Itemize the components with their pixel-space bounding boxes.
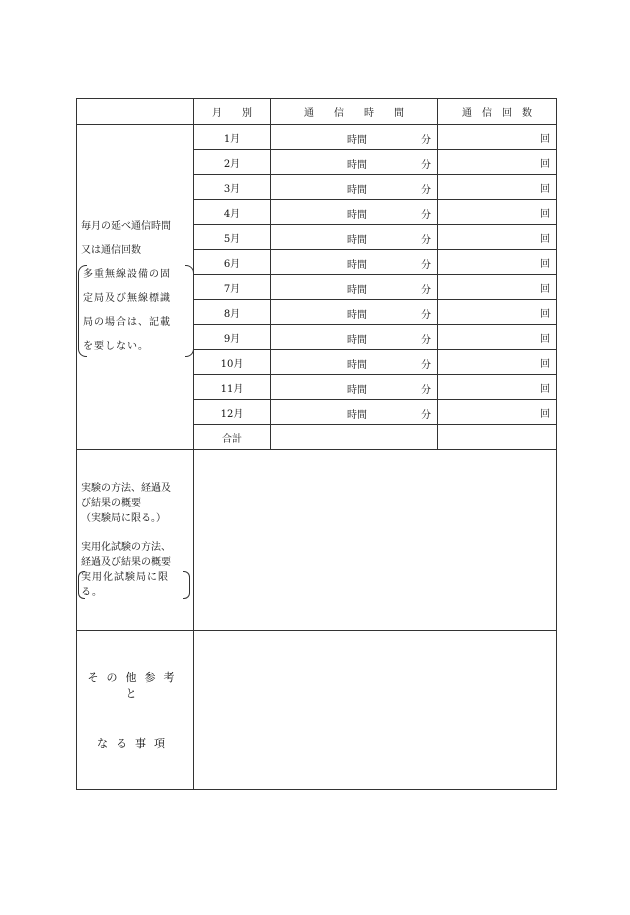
- experiment-line4: 実用化試験の方法、: [81, 541, 171, 553]
- hours-unit: 時間: [347, 410, 367, 421]
- monthly-note: [81, 263, 191, 359]
- hours-unit: 時間: [347, 385, 367, 396]
- other-line2: なる事項: [97, 737, 173, 750]
- count-input-cell[interactable]: [438, 250, 557, 275]
- time-input-cell[interactable]: [271, 125, 438, 150]
- month-label: 9月: [194, 325, 271, 350]
- times-unit: 回: [540, 283, 550, 295]
- hours-unit: 時間: [347, 285, 367, 296]
- monthly-label-line1: 毎月の延べ通信時間: [81, 221, 171, 232]
- header-month: 月 別: [194, 99, 271, 125]
- minutes-unit: 分: [421, 285, 431, 296]
- time-input-cell[interactable]: [271, 150, 438, 175]
- count-input-cell[interactable]: [438, 400, 557, 425]
- minutes-unit: 分: [421, 135, 431, 146]
- count-input-cell[interactable]: [438, 350, 557, 375]
- total-count-cell[interactable]: [438, 425, 557, 450]
- time-input-cell[interactable]: [271, 275, 438, 300]
- count-input-cell[interactable]: [438, 325, 557, 350]
- right-bracket: [183, 571, 190, 599]
- minutes-unit: 分: [421, 260, 431, 271]
- minutes-unit: 分: [421, 210, 431, 221]
- time-input-cell[interactable]: [271, 400, 438, 425]
- other-row: [77, 631, 557, 790]
- month-label: 7月: [194, 275, 271, 300]
- experiment-line3: （実験局に限る。）: [81, 512, 166, 524]
- time-input-cell[interactable]: [271, 225, 438, 250]
- count-input-cell[interactable]: [438, 300, 557, 325]
- times-unit: 回: [540, 408, 550, 420]
- monthly-note-line3: 局の場合は、記載: [83, 317, 171, 328]
- experiment-line7: る。: [81, 586, 103, 598]
- monthly-note-line4: を要しない。: [83, 341, 149, 352]
- count-input-cell[interactable]: [438, 200, 557, 225]
- hours-unit: 時間: [347, 260, 367, 271]
- hours-unit: 時間: [347, 335, 367, 346]
- month-label: 11月: [194, 375, 271, 400]
- experiment-line5: 経過及び結果の概要: [81, 556, 171, 568]
- minutes-unit: 分: [421, 235, 431, 246]
- practical-test-note: [81, 570, 189, 600]
- times-unit: 回: [540, 383, 550, 395]
- times-unit: 回: [540, 333, 550, 345]
- hours-unit: 時間: [347, 360, 367, 371]
- other-line1: その他参考と: [87, 671, 183, 700]
- hours-unit: 時間: [347, 185, 367, 196]
- times-unit: 回: [540, 208, 550, 220]
- times-unit: 回: [540, 133, 550, 145]
- experiment-line2: び結果の概要: [81, 497, 141, 509]
- header-blank-cell: [77, 99, 194, 125]
- times-unit: 回: [540, 158, 550, 170]
- month-label: 3月: [194, 175, 271, 200]
- minutes-unit: 分: [421, 160, 431, 171]
- count-input-cell[interactable]: [438, 225, 557, 250]
- right-bracket: [185, 265, 194, 357]
- month-label: 8月: [194, 300, 271, 325]
- minutes-unit: 分: [421, 360, 431, 371]
- month-label: 6月: [194, 250, 271, 275]
- other-content-cell[interactable]: [194, 631, 557, 790]
- minutes-unit: 分: [421, 185, 431, 196]
- monthly-note-line1: 多重無線設備の固: [83, 269, 171, 280]
- total-label: 合計: [194, 425, 271, 450]
- month-label: 4月: [194, 200, 271, 225]
- time-input-cell[interactable]: [271, 250, 438, 275]
- minutes-unit: 分: [421, 385, 431, 396]
- time-input-cell[interactable]: [271, 200, 438, 225]
- experiment-line1: 実験の方法、経過及: [81, 482, 171, 494]
- monthly-label-line2: 又は通信回数: [81, 245, 141, 256]
- times-unit: 回: [540, 258, 550, 270]
- month-label: 5月: [194, 225, 271, 250]
- header-count: 通 信 回 数: [438, 99, 557, 125]
- times-unit: 回: [540, 308, 550, 320]
- hours-unit: 時間: [347, 210, 367, 221]
- header-time: 通 信 時 間: [271, 99, 438, 125]
- hours-unit: 時間: [347, 310, 367, 321]
- times-unit: 回: [540, 358, 550, 370]
- month-row: [77, 125, 557, 150]
- month-label: 10月: [194, 350, 271, 375]
- experiment-row: [77, 450, 557, 631]
- time-input-cell[interactable]: [271, 300, 438, 325]
- time-input-cell[interactable]: [271, 175, 438, 200]
- time-input-cell[interactable]: [271, 325, 438, 350]
- month-label: 1月: [194, 125, 271, 150]
- header-row: [77, 99, 557, 125]
- communication-record-table: [76, 98, 557, 790]
- time-input-cell[interactable]: [271, 350, 438, 375]
- minutes-unit: 分: [421, 410, 431, 421]
- minutes-unit: 分: [421, 310, 431, 321]
- spacer: [81, 526, 189, 540]
- total-time-cell[interactable]: [271, 425, 438, 450]
- left-bracket: [78, 265, 87, 357]
- count-input-cell[interactable]: [438, 150, 557, 175]
- left-bracket: [78, 571, 85, 599]
- experiment-label-cell: [77, 450, 194, 631]
- hours-unit: 時間: [347, 160, 367, 171]
- times-unit: 回: [540, 183, 550, 195]
- month-label: 2月: [194, 150, 271, 175]
- times-unit: 回: [540, 233, 550, 245]
- other-label-cell: [77, 631, 194, 790]
- hours-unit: 時間: [347, 135, 367, 146]
- count-input-cell[interactable]: [438, 375, 557, 400]
- count-input-cell[interactable]: [438, 125, 557, 150]
- minutes-unit: 分: [421, 335, 431, 346]
- monthly-label-cell: [77, 125, 194, 450]
- count-input-cell[interactable]: [438, 275, 557, 300]
- count-input-cell[interactable]: [438, 175, 557, 200]
- experiment-content-cell[interactable]: [194, 450, 557, 631]
- time-input-cell[interactable]: [271, 375, 438, 400]
- experiment-line6: 実用化試験局に限: [81, 571, 169, 583]
- table-body: [77, 99, 557, 790]
- month-label: 12月: [194, 400, 271, 425]
- monthly-note-line2: 定局及び無線標識: [83, 293, 171, 304]
- hours-unit: 時間: [347, 235, 367, 246]
